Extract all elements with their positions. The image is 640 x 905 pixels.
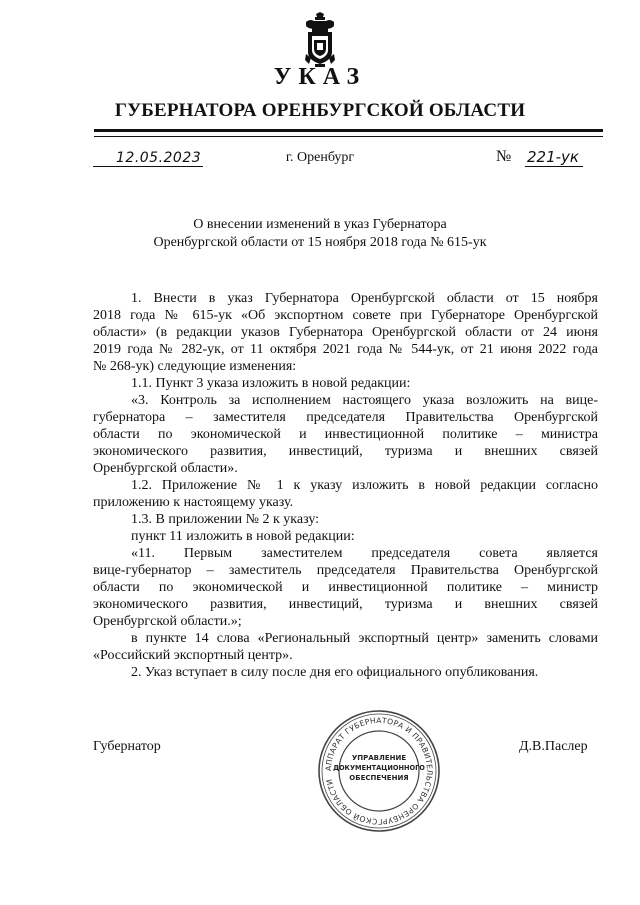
coat-of-arms-icon [303, 12, 337, 68]
number-label: № [496, 148, 512, 165]
body-line: губернатора – заместителя председателя Правительства Оренбургской [93, 410, 598, 425]
body-line: Оренбургской области.»; [93, 614, 242, 629]
body-line: 1. Внести в указ Губернатора Оренбургской области от 15 ноября [131, 291, 598, 306]
number-underline [525, 166, 583, 167]
body-line: 1.1. Пункт 3 указа изложить в новой редакции: [131, 376, 411, 391]
body-line: Оренбургской области». [93, 461, 238, 476]
body-line: области» (в редакции указов Губернатора Оренбургской области от 24 июня [93, 325, 598, 340]
body-line: 2. Указ вступает в силу после дня его официального опубликования. [131, 665, 539, 680]
body-line: «3. Контроль за исполнением настоящего указа возложить на вице- [131, 393, 598, 408]
date-underline [93, 166, 203, 167]
body-line: № 268-ук) следующие изменения: [93, 359, 297, 374]
body-line: вице-губернатор – заместитель председателя Правительства Оренбургской [93, 563, 598, 578]
body-line: экономического развития, инвестиций, туризма и внешних связей [93, 597, 598, 612]
seal-line: УПРАВЛЕНИЕ [351, 754, 407, 762]
document-number: 221-ук [527, 148, 579, 166]
signatory-name: Д.В.Паслер [519, 739, 588, 754]
official-seal [316, 708, 442, 834]
signatory-position: Губернатор [93, 739, 161, 754]
seal-ring-text: АППАРАТ ГУБЕРНАТОРА И ПРАВИТЕЛЬСТВА ОРЕНБУРГСКОЙ ОБЛАСТИ [323, 715, 435, 827]
body-line: «Российский экспортный центр». [93, 648, 293, 663]
body-line: приложению к настоящему указу. [93, 495, 294, 510]
subject-line: Оренбургской области от 15 ноября 2018 года № 615-ук [153, 235, 487, 250]
seal-line: ОБЕСПЕЧЕНИЯ [349, 774, 409, 782]
document-city: г. Оренбург [285, 150, 355, 165]
subject-line: О внесении изменений в указ Губернатора [193, 217, 447, 232]
header-rule-thick [94, 129, 603, 132]
document-title: УКАЗ [273, 64, 367, 90]
document-date: 12.05.2023 [116, 150, 202, 166]
body-line: 2018 года № 615-ук «Об экспортном совете при Губернаторе Оренбургской [93, 308, 598, 323]
header-rule-thin [94, 136, 603, 137]
body-line: «11. Первым заместителем председателя совета является [131, 546, 598, 561]
body-line: области по экономической и инвестиционной политике – министр [93, 580, 598, 595]
body-line: пункт 11 изложить в новой редакции: [131, 529, 355, 544]
seal-line: ДОКУМЕНТАЦИОННОГО [333, 764, 425, 772]
document-subtitle: ГУБЕРНАТОРА ОРЕНБУРГСКОЙ ОБЛАСТИ [114, 100, 526, 121]
body-line: 1.3. В приложении № 2 к указу: [131, 512, 320, 527]
body-line: экономического развития, инвестиций, туризма и внешних связей [93, 444, 598, 459]
body-line: 2019 года № 282-ук, от 11 октября 2021 года № 544-ук, от 21 июня 2022 года [93, 342, 598, 357]
body-line: в пункте 14 слова «Региональный экспортный центр» заменить словами [131, 631, 598, 646]
body-line: области по экономической и инвестиционной политике – министра [93, 427, 598, 442]
body-line: 1.2. Приложение № 1 к указу изложить в новой редакции согласно [131, 478, 598, 493]
